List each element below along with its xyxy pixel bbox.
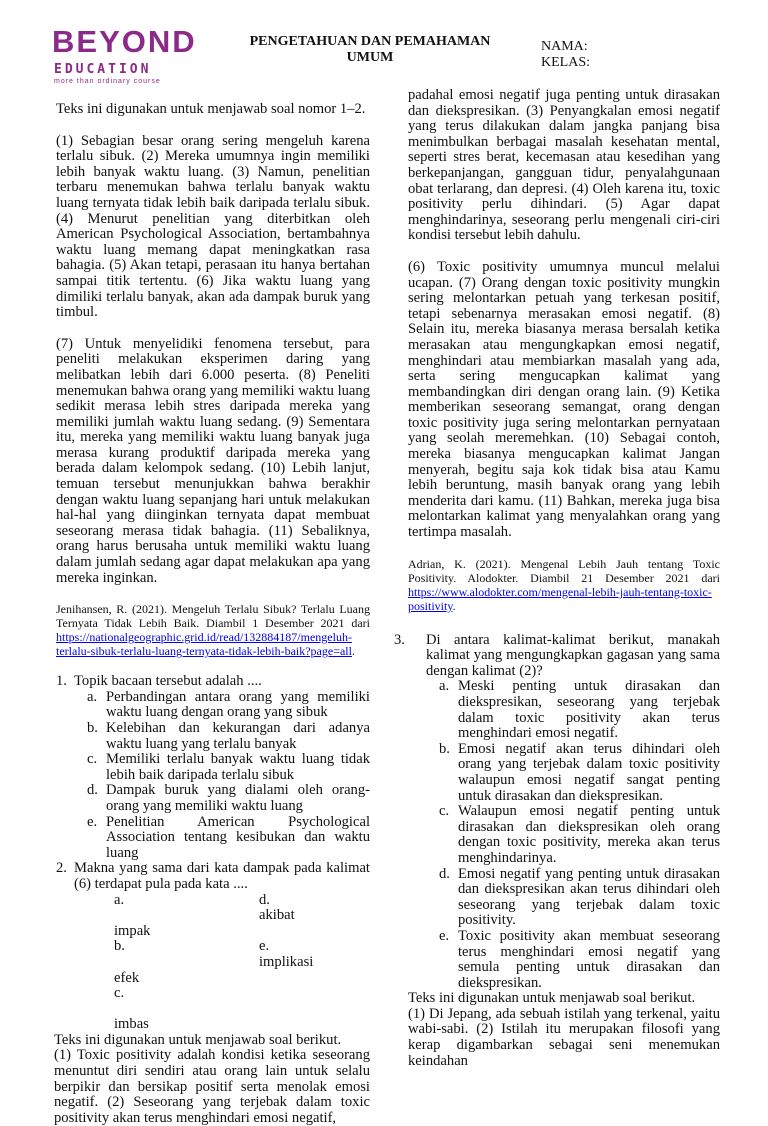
beyond-education-logo: [52, 24, 202, 94]
passage-2-paragraph-2: (6) Toxic positivity umumnya muncul melalui ucapan. (7) Orang dengan toxic positivity mungkin sering melontarkan petuah yang terkesan positif, tetapi sebenarnya merasakan emosi negatif. (8) Selain itu, mereka biasanya merasa bersalah ketika merasakan atau mengungkapkan emosi negatif, menghindari atau membiarkan masalah yang ada, serta sering mengucapkan kalimat yang membandingkan diri dengan orang lain. (9) Ketika memberikan seseorang semangat, orang dengan toxic positivity juga sering melontarkan pernyataan yang seolah meremehkan. (10) Sebagai contoh, mereka biasanya mengucapkan kalimat Jangan menyerah, begitu saja kok tidak bisa atau Kamu lebih beruntung, masih banyak orang yang lebih menderita dari kamu. (11) Bahkan, mereka juga bisa melontarkan kalimat yang menyalahkan orang yang tertimpa masalah.: [408, 258, 720, 541]
passage-2-paragraph-1-end: padahal emosi negatif juga penting untuk dirasakan dan diekspresikan. (3) Penyangkalan emosi negatif yang terus dilakukan dalam jangka panjang bisa menimbulkan berbagai masalah kesehatan mental, seperti stres berat, kecemasan atau kesedihan yang berkepanjangan, gangguan tidur, penyalahgunaan obat terlarang, dan depresi. (4) Oleh karena itu, toxic positivity perlu dihindari. (5) Agar dapat menghindarinya, seseorang perlu mengenali ciri-ciri kondisi tersebut lebih dahulu.: [408, 87, 720, 244]
question-1-option-a[interactable]: [74, 690, 370, 721]
option-text: Perbandingan antara orang yang memiliki waktu luang dengan orang yang sibuk: [106, 688, 370, 721]
question-2: [56, 861, 370, 1033]
passage-1-paragraph-1: (1) Sebagian besar orang sering mengeluh karena terlalu sibuk. (2) Mereka umumnya ingin memiliki lebih banyak waktu luang. (3) Namun, penelitian terbaru menemukan bahwa terlalu banyak waktu luang ternyata tidak lebih baik daripada terlalu sibuk. (4) Menurut penelitian yang diterbitkan oleh American Psychological Association, bertambahnya waktu luang memang dapat meningkatkan rasa bahagia. (5) Akan tetapi, perasaan itu hanya bertahan sampai titik tertentu. (6) Jika waktu luang yang dimiliki terlalu banyak, akan ada dampak buruk yang timbul.: [56, 132, 370, 321]
passage-2-paragraph-1-start: (1) Toxic positivity adalah kondisi ketika seseorang menuntut diri sendiri atau orang lain untuk selalu berpikir dan bersikap positif serta menolak emosi negatif. (2) Seseorang yang terjebak dalam toxic positivity akan terus menghindari emosi negatif,: [54, 1047, 370, 1126]
question-2-option-c[interactable]: [114, 986, 259, 1033]
option-text: Walaupun emosi negatif penting untuk dirasakan dan diekspresikan oleh orang dengan toxic positivity, mereka akan terus menghindarinya.: [458, 803, 720, 866]
question-1-option-c[interactable]: [74, 752, 370, 783]
question-1-option-e[interactable]: [74, 815, 370, 862]
option-text: Emosi negatif yang penting untuk dirasakan dan diekspresikan akan terus dihindari oleh seseorang yang terjebak dalam toxic positivity.: [458, 865, 720, 929]
option-letter: e.: [87, 813, 98, 830]
reference-2-text: Adrian, K. (2021). Mengenal Lebih Jauh tentang Toxic Positivity. Alodokter. Diambil 21 Desember 2021 dari: [408, 556, 720, 585]
option-text: Emosi negatif akan terus dihindari oleh orang yang terjebak dalam toxic positivity walaupun emosi negatif sangat penting untuk dirasakan dan diekspresikan.: [458, 740, 720, 804]
option-letter: d.: [259, 891, 270, 908]
question-1-option-b[interactable]: [74, 721, 370, 752]
option-letter: d.: [87, 782, 98, 799]
question-2-option-e[interactable]: [259, 939, 379, 986]
option-text: Toxic positivity akan membuat seseorang terus menghindari emosi negatif yang semula penting untuk dirasakan dan diekspresikan.: [458, 927, 720, 991]
option-letter: e.: [259, 938, 270, 955]
question-3: [394, 631, 720, 992]
reference-1: Jenihansen, R. (2021). Mengeluh Terlalu Sibuk? Terlalu Luang Ternyata Tidak Lebih Baik. Diambil 1 Desember 2021 dari https://nationalgeographic.grid.id/read/132884187/mengeluh-terlalu-sibuk-terlalu-luang-ternyata-tidak-lebih-baik?page=all.: [56, 602, 370, 659]
option-text: impak: [114, 922, 151, 939]
question-3-option-d[interactable]: [426, 867, 720, 929]
question-2-option-a[interactable]: [114, 893, 259, 940]
option-text: implikasi: [259, 953, 314, 970]
question-2-number: 2.: [56, 860, 67, 877]
left-column: [56, 102, 370, 1126]
passage-1-paragraph-2: (7) Untuk menyelidiki fenomena tersebut, para peneliti melakukan eksperimen daring yang melibatkan lebih dari 6.000 peserta. (8) Peneliti menemukan bahwa orang yang memiliki waktu luang sedikit merasa lebih stres daripada mereka yang memiliki jumlah waktu luang sedang. (9) Sementara itu, mereka yang memiliki waktu luang banyak juga merasa kurang produktif daripada mereka yang berada dalam kelompok sedang. (10) Lebih lanjut, temuan tersebut menunjukkan bahwa berakhir dengan waktu luang sepanjang hari untuk melakukan hal-hal yang diinginkan ternyata dapat membuat seseorang merasa tidak bahagia. (11) Sebaliknya, orang harus berusaha untuk memiliki waktu luang dalam jumlah sedang agar dapat melakukan apa yang mereka inginkan.: [56, 335, 370, 586]
option-letter: b.: [439, 740, 450, 757]
option-letter: a.: [439, 678, 450, 695]
option-text: Penelitian American Psychological Association tentang kesibukan dan waktu luang: [106, 813, 370, 861]
question-3-stem: Di antara kalimat-kalimat berikut, manakah kalimat yang mengungkapkan gagasan yang sama dengan kalimat (2)?: [426, 631, 720, 679]
question-1-option-d[interactable]: [74, 783, 370, 814]
question-1: [56, 674, 370, 861]
right-column: [394, 87, 720, 1069]
option-text: Meski penting untuk dirasakan dan diekspresikan, seseorang yang terjebak dalam toxic positivity akan terus menghindari emosi negatif.: [458, 678, 720, 742]
option-text: Dampak buruk yang dialami oleh orang-orang yang memiliki waktu luang: [106, 782, 370, 814]
option-letter: a.: [87, 688, 98, 705]
question-1-stem: Topik bacaan tersebut adalah ....: [74, 673, 262, 690]
reference-1-text: Jenihansen, R. (2021). Mengeluh Terlalu Sibuk? Terlalu Luang Ternyata Tidak Lebih Baik. Diambil 1 Desember 2021 dari: [56, 602, 370, 631]
reference-2: Adrian, K. (2021). Mengenal Lebih Jauh tentang Toxic Positivity. Alodokter. Diambil 21 Desember 2021 dari https://www.alodokter.com/mengenal-lebih-jauh-tentang-toxic-positivity.: [408, 556, 720, 613]
question-2-options: [114, 893, 370, 1033]
reading-intro-1: Teks ini digunakan untuk menjawab soal nomor 1–2.: [56, 101, 366, 117]
question-2-option-d[interactable]: [259, 893, 379, 940]
option-text: efek: [114, 969, 140, 986]
option-letter: a.: [114, 891, 125, 908]
option-letter: c.: [439, 803, 450, 820]
kelas-label: KELAS:: [541, 55, 590, 70]
page-title-line1: PENGETAHUAN DAN PEMAHAMAN: [249, 34, 491, 49]
student-info: [541, 39, 590, 71]
question-3-option-a[interactable]: [426, 679, 720, 741]
option-letter: c.: [114, 985, 125, 1002]
option-text: akibat: [259, 907, 295, 924]
option-letter: c.: [87, 751, 98, 768]
passage-3-paragraph-1: (1) Di Jepang, ada sebuah istilah yang terkenal, yaitu wabi-sabi. (2) Istilah itu merupakan filosofi yang kerap digambarkan sebagai seni menemukan keindahan: [408, 1005, 720, 1069]
question-3-option-e[interactable]: [426, 929, 720, 991]
option-letter: b.: [87, 720, 98, 736]
reading-intro-2: Teks ini digunakan untuk menjawab soal berikut.: [54, 1031, 342, 1048]
option-letter: e.: [439, 927, 450, 944]
question-2-stem: Makna yang sama dari kata dampak pada kalimat (6) terdapat pula pada kata ....: [74, 860, 370, 892]
question-1-number: 1.: [56, 673, 67, 690]
question-3-option-c[interactable]: [426, 804, 720, 866]
question-3-number: 3.: [394, 631, 405, 648]
logo-main-text: BEYOND: [52, 24, 197, 59]
nama-label: NAMA:: [541, 39, 588, 54]
logo-sub-text: EDUCATION: [54, 62, 152, 77]
reading-intro-3: Teks ini digunakan untuk menjawab soal berikut.: [408, 990, 696, 1007]
page-title-line2: UMUM: [346, 50, 394, 65]
page-title: [220, 34, 520, 66]
logo-tagline: more than ordinary course: [54, 78, 161, 85]
reference-1-link[interactable]: https://nationalgeographic.grid.id/read/132884187/mengeluh-terlalu-sibuk-terlalu-luang-ternyata-tidak-lebih-baik?page=all: [56, 630, 352, 659]
question-3-option-b[interactable]: [426, 742, 720, 804]
option-letter: b.: [114, 938, 125, 955]
reference-2-link[interactable]: https://www.alodokter.com/mengenal-lebih-jauh-tentang-toxic-positivity: [408, 584, 712, 613]
option-text: Kelebihan dan kekurangan dari adanya waktu luang yang terlalu banyak: [106, 720, 370, 752]
option-text: Memiliki terlalu banyak waktu luang tidak lebih baik daripada terlalu sibuk: [106, 751, 370, 783]
question-2-option-b[interactable]: [114, 939, 259, 986]
option-text: imbas: [114, 1016, 149, 1033]
option-letter: d.: [439, 865, 450, 882]
